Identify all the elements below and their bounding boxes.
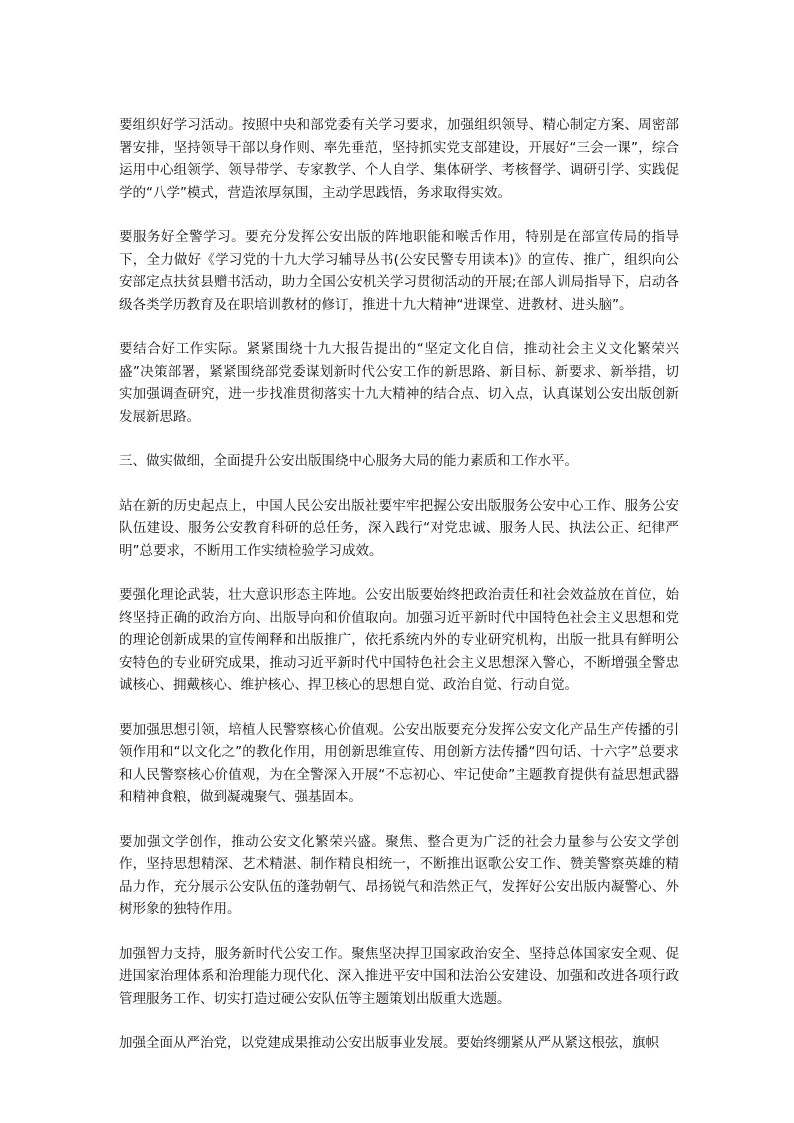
document-body [119,114,679,1077]
section-heading-three: 三、做实做细，全面提升公安出版围绕中心服务大局的能力素质和工作水平。 [119,453,578,469]
paragraph-work-practice: 要结合好工作实际。紧紧围绕十九大报告提出的“坚定文化自信，推动社会主义文化繁荣兴盛”决策部署，紧紧围绕部党委谋划新时代公安工作的新思路、新目标、新要求、新举措，切实加强调查研究，进一步找准贯彻落实十九大精神的结合点、切入点，认真谋划公安出版创新发展新思路。 [119,341,679,425]
paragraph-serve-police-study: 要服务好全警学习。要充分发挥公安出版的阵地职能和喉舌作用，特别是在部宣传局的指导下，全力做好《学习党的十九大学习辅导丛书(公安民警专用读本)》的宣传、推广，组织向公安部定点扶贫县赠书活动，助力全国公安机关学习贯彻活动的开展;在部人训局指导下，启动各级各类学历教育及在职培训教材的修订，推进十九大精神“进课堂、进教材、进头脑”。 [119,229,679,313]
paragraph-party-discipline: 加强全面从严治党，以党建成果推动公安出版事业发展。要始终绷紧从严从紧这根弦，旗帜 [119,1035,659,1051]
paragraph-intellectual-support: 加强智力支持，服务新时代公安工作。聚焦坚决捍卫国家政治安全、坚持总体国家安全观、促进国家治理体系和治理能力现代化、深入推进平安中国和法治公安建设、加强和改进各项行政管理服务工作、切实打造过硬公安队伍等主题策划出版重大选题。 [119,945,679,1007]
paragraph-theory-arming: 要强化理论武装，壮大意识形态主阵地。公安出版要始终把政治责任和社会效益放在首位，始终坚持正确的政治方向、出版导向和价值取向。加强习近平新时代中国特色社会主义思想和党的理论创新成果的宣传阐释和出版推广，依托系统内外的专业研究机构，出版一批具有鲜明公安特色的专业研究成果，推动习近平新时代中国特色社会主义思想深入警心，不断增强全警忠诚核心、拥戴核心、维护核心、捍卫核心的思想自觉、政治自觉、行动自觉。 [119,587,679,693]
paragraph-study-activities: 要组织好学习活动。按照中央和部党委有关学习要求，加强组织领导、精心制定方案、周密部署安排，坚持领导干部以身作则、率先垂范，坚持抓实党支部建设，开展好“三会一课”，综合运用中心组领学、领导带学、专家教学、个人自学、集体研学、考核督学、调研引学、实践促学的“八学”模式，营造浓厚氛围，主动学思践悟，务求取得实效。 [119,117,679,201]
paragraph-ideological-guidance: 要加强思想引领，培植人民警察核心价值观。公安出版要充分发挥公安文化产品生产传播的引领作用和“以文化之”的教化作用，用创新思维宣传、用创新方法传播“四句话、十六字”总要求和人民警察核心价值观，为在全警深入开展“不忘初心、牢记使命”主题教育提供有益思想武器和精神食粮，做到凝魂聚气、强基固本。 [119,721,679,805]
paragraph-literary-creation: 要加强文学创作，推动公安文化繁荣兴盛。聚焦、整合更为广泛的社会力量参与公安文学创作，坚持思想精深、艺术精湛、制作精良相统一，不断推出讴歌公安工作、赞美警察英雄的精品力作，充分展示公安队伍的蓬勃朝气、昂扬锐气和浩然正气，发挥好公安出版内凝警心、外树形象的独特作用。 [119,833,679,917]
paragraph-new-starting-point: 站在新的历史起点上，中国人民公安出版社要牢牢把握公安出版服务公安中心工作、服务公安队伍建设、服务公安教育科研的总任务，深入践行“对党忠诚、服务人民、执法公正、纪律严明”总要求，不断用工作实绩检验学习成效。 [119,497,679,559]
